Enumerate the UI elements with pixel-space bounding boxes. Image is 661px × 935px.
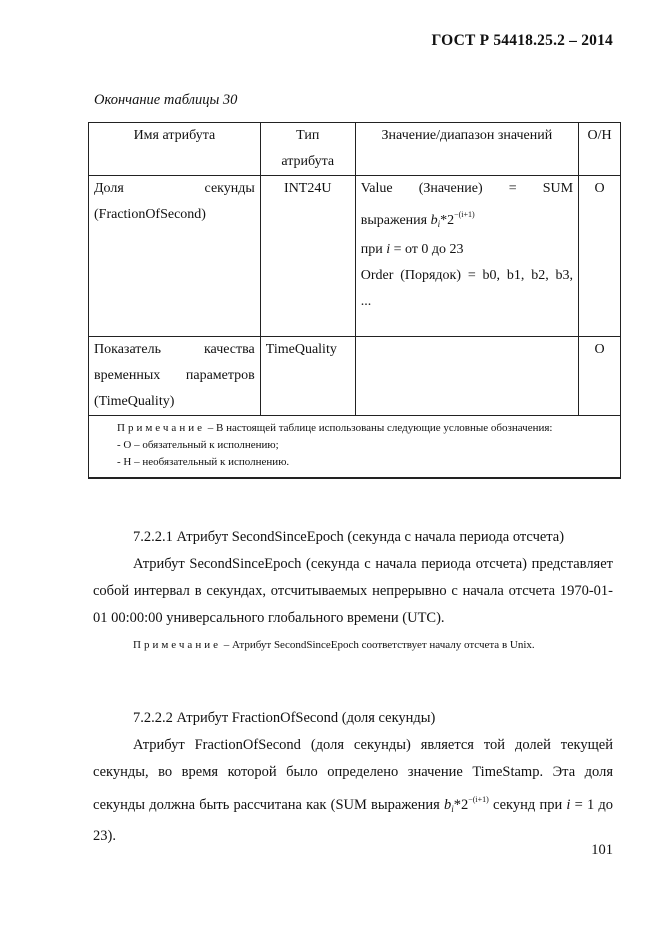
page-number: 101: [591, 842, 613, 858]
value-line: Order (Порядок) = b0, b1, b2, b3,: [360, 268, 574, 283]
note-text: – В настоящей таблице использованы следующие условные обозначения:: [204, 422, 553, 434]
cell-mandatory: О: [579, 176, 621, 337]
section-7-2-2-1: [93, 524, 613, 659]
column-header-mandatory: О/Н: [579, 123, 621, 176]
section-heading: 7.2.2.1 Атрибут SecondSinceEpoch (секунда с начала периода отсчета): [133, 529, 565, 545]
cell-attribute-name: Показатель качества временных параметров (TimeQuality): [89, 337, 261, 416]
note-item: - О – обязательный к исполнению;: [117, 439, 279, 451]
table-row: [89, 176, 621, 337]
section-heading: 7.2.2.2 Атрибут FractionOfSecond (доля секунды): [133, 710, 436, 726]
section-note: Примечание – Атрибут SecondSinceEpoch соответствует началу отсчета в Unix.: [133, 639, 535, 651]
cell-attribute-value: [355, 337, 578, 416]
column-header-name: Имя атрибута: [89, 123, 261, 176]
cell-attribute-name: Доля секунды (FractionOfSecond): [89, 176, 261, 337]
cell-attribute-type: TimeQuality: [260, 337, 355, 416]
document-header: ГОСТ Р 54418.25.2 – 2014: [431, 32, 613, 49]
value-line: Value (Значение) = SUM: [360, 181, 574, 196]
table-row: [89, 337, 621, 416]
value-line: выражения $b_i*2^{-(i+1)}$: [360, 210, 475, 229]
note-item: - Н – необязательный к исполнению.: [117, 456, 290, 468]
table-note: [89, 416, 621, 479]
table-caption: Окончание таблицы 30: [94, 92, 238, 108]
table-note-row: [89, 416, 621, 479]
section-7-2-2-2: [93, 705, 613, 850]
attribute-table: [88, 122, 621, 479]
column-header-value: Значение/диапазон значений: [355, 123, 578, 176]
cell-mandatory: О: [579, 337, 621, 416]
value-line: ...: [360, 294, 372, 309]
cell-attribute-type: INT24U: [260, 176, 355, 337]
value-line: при i = от 0 до 23: [360, 242, 464, 257]
column-header-type: Тип атрибута: [260, 123, 355, 176]
note-label: Примечание: [117, 422, 205, 434]
table-header-row: [89, 123, 621, 176]
section-paragraph: Атрибут FractionOfSecond (доля секунды) является той долей текущей секунды, во время которой было определено значение TimeStamp. Эта доля секунды должна быть рассчитана как (SUM выражения $b_i*2^{-(i+1)}$ секунд при i = 1 до 23).: [93, 737, 614, 844]
section-paragraph: Атрибут SecondSinceEpoch (секунда с начала периода отсчета) представляет собой интервал в секундах, отсчитываемых непрерывно с начала отсчета 1970-01-01 00:00:00 универсального глобального времени (UTC).: [93, 556, 613, 626]
cell-attribute-value: [355, 176, 578, 337]
